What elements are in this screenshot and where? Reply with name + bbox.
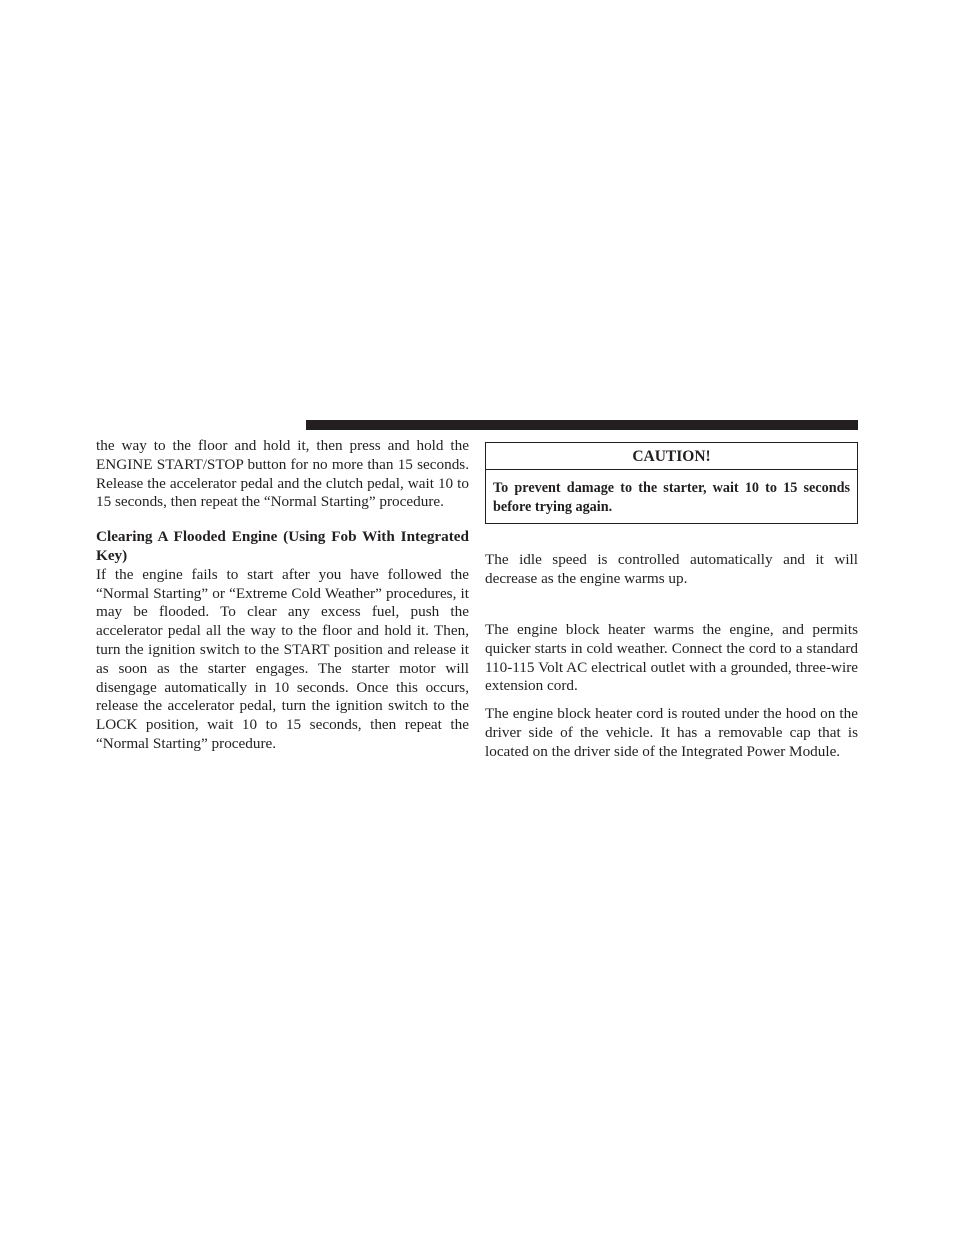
right-paragraph-1: The idle speed is controlled automatically and it will decrease as the engine warms up. bbox=[485, 551, 858, 587]
caution-body: To prevent damage to the starter, wait 10 to 15 seconds before trying again. bbox=[493, 480, 850, 515]
section-heading: Clearing A Flooded Engine (Using Fob With Integrated Key) bbox=[96, 528, 469, 564]
right-paragraph-3: The engine block heater cord is routed under the hood on the driver side of the vehicle. It has a removable cap that is located on the driver side of the Integrated Power Module. bbox=[485, 705, 858, 760]
left-column bbox=[96, 437, 469, 754]
header-rule bbox=[306, 420, 858, 430]
caution-title: CAUTION! bbox=[486, 443, 857, 470]
caution-box bbox=[485, 442, 858, 524]
left-paragraph-1: the way to the floor and hold it, then press and hold the ENGINE START/STOP button for no more than 15 seconds. Release the accelerator pedal and the clutch pedal, wait 10 to 15 seconds, then repeat the “Normal Starting” procedure. bbox=[96, 437, 469, 511]
left-paragraph-2: If the engine fails to start after you have followed the “Normal Starting” or “Extreme Cold Weather” procedures, it may be flooded. To clear any excess fuel, push the accelerator pedal all the way to the floor and hold it. Then, turn the ignition switch to the START position and release it as soon as the starter engages. The starter motor will disengage automatically in 10 seconds. Once this occurs, release the accelerator pedal, turn the ignition switch to the LOCK position, wait 10 to 15 seconds, then repeat the “Normal Starting” procedure. bbox=[96, 565, 469, 752]
right-paragraph-2: The engine block heater warms the engine, and permits quicker starts in cold weather. Connect the cord to a standard 110-115 Volt AC electrical outlet with a grounded, three-wire extension cord. bbox=[485, 621, 858, 695]
